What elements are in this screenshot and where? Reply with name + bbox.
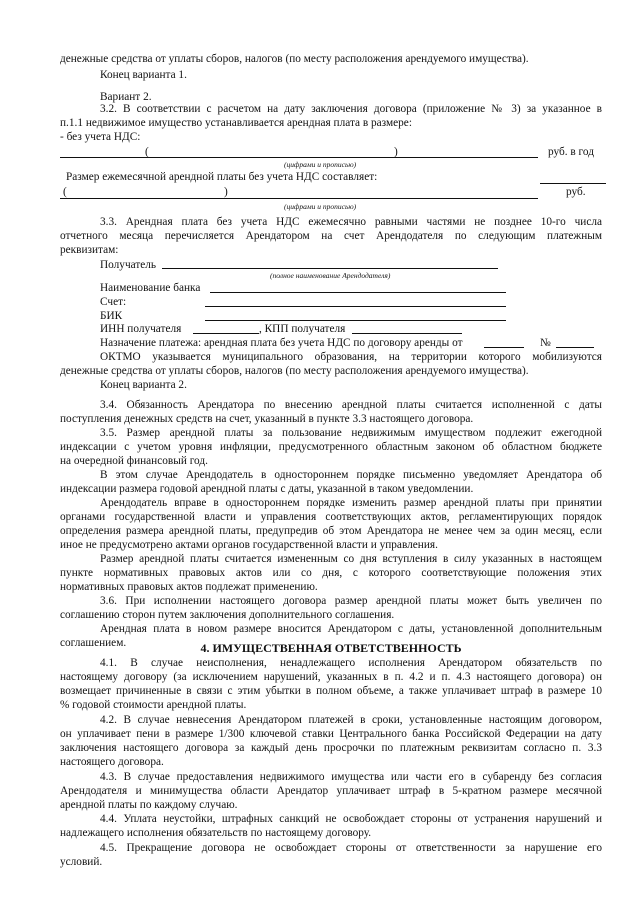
paren-close: ) <box>224 186 228 198</box>
text-line: 3.4. Обязанность Арендатора по внесению арендной платы считается исполненной с даты <box>100 399 602 411</box>
text-line: отчетного месяца перечисляется Арендатором на счет Арендодателя по следующим платежным <box>60 230 602 242</box>
text-line: реквизитам: <box>60 244 119 256</box>
text-line: заключения настоящего договора за каждый день просрочки по платежным реквизитам согласно п. 3.3 <box>60 742 602 754</box>
field-caption: (цифрами и прописью) <box>284 160 357 169</box>
field-label: Назначение платежа: арендная плата без учета НДС по договору аренды от <box>100 337 463 349</box>
blank-line <box>556 347 594 348</box>
text-line: - без учета НДС: <box>60 131 141 143</box>
text-line: 4.4. Уплата неустойки, штрафных санкций не освобождает стороны от устранения нарушений и <box>100 813 602 825</box>
field-label: № <box>540 337 551 349</box>
section-heading: 4. ИМУЩЕСТВЕННАЯ ОТВЕТСТВЕННОСТЬ <box>200 641 462 655</box>
text-line: органами государственной власти и управления соответствующих актов, регламентирующих порядок <box>60 511 602 523</box>
text-line: настоящего договора. <box>60 756 164 768</box>
text-line: 3.2. В соответствии с расчетом на дату заключения договора (приложение № 3) за указанное в <box>100 103 602 115</box>
text-line: нормативных правовых актов подлежат применению. <box>60 581 318 593</box>
field-label: Получатель <box>100 259 157 271</box>
text-line: % годовой стоимости арендной платы. <box>60 699 247 711</box>
text-line: Конец варианта 1. <box>100 69 187 81</box>
blank-line <box>162 268 498 269</box>
text-line: 4.5. Прекращение договора не освобождает стороны от ответственности за нарушение его <box>100 842 602 854</box>
blank-line <box>540 183 606 184</box>
text-line: ОКТМО указывается муниципального образования, на территории которого мобилизуются <box>100 351 602 363</box>
text-line: Арендодателя и минимущества области Арендатор уплачивает штраф в 5-кратном размере месячной <box>60 785 602 797</box>
text-line: Арендодатель вправе в одностороннем порядке изменить размер арендной платы при принятии <box>100 497 602 509</box>
text-line: 4.1. В случае неисполнения, ненадлежащего исполнения Арендатором обязательств по <box>100 657 602 669</box>
text-line: поступления денежных средств на счет, указанный в пункте 3.3 настоящего договора. <box>60 413 474 425</box>
text-line: денежные средства от уплаты сборов, налогов (по месту расположения арендуемого имущества). <box>60 53 529 65</box>
blank-line <box>205 320 506 321</box>
field-caption: (цифрами и прописью) <box>284 202 357 211</box>
text-line: Конец варианта 2. <box>100 379 187 391</box>
paren-close: ) <box>394 146 398 158</box>
text-line: возмещает причиненные в связи с этим убытки в полном объеме, а также уплачивает штраф в размере 10 <box>60 685 602 697</box>
text-line: условий. <box>60 856 103 868</box>
blank-line <box>205 306 506 307</box>
text-line: соглашению сторон путем заключения дополнительного соглашения. <box>60 609 395 621</box>
text-line: индексации с учетом уровня инфляции, предусмотренного областным законом об областном бюджете <box>60 441 602 453</box>
text-line: надлежащего исполнения обязательств по настоящему договору. <box>60 827 372 839</box>
blank-line <box>60 198 538 199</box>
text-line: индексации размера годовой арендной платы с даты, указанной в таком уведомлении. <box>60 483 474 495</box>
text-line: Размер ежемесячной арендной платы без учета НДС составляет: <box>66 171 378 183</box>
text-line: он уплачивает пени в размере 1/300 ключевой ставки Центрального банка Российской Федерации на дату <box>60 728 602 740</box>
blank-line <box>60 157 538 158</box>
paren-open: ( <box>145 146 149 158</box>
text-line: Вариант 2. <box>100 91 152 103</box>
text-line: 4.2. В случае невнесения Арендатором платежей в сроки, установленные настоящим договором, <box>100 714 602 726</box>
field-label: БИК <box>100 310 123 322</box>
unit-label: руб. <box>566 186 586 198</box>
field-caption: (полное наименование Арендодателя) <box>270 271 391 280</box>
text-line: 3.5. Размер арендной платы за пользование недвижимым имуществом подлежит ежегодной <box>100 427 602 439</box>
field-label: , КПП получателя <box>259 323 346 335</box>
text-line: определения размера арендной платы, предупредив об этом Арендатора не менее чем за один месяц, если <box>60 525 602 537</box>
blank-line <box>193 333 259 334</box>
text-line: пункте нормативных правовых актов или со дня, с которого соответствующие положения этих <box>60 567 602 579</box>
text-line: Арендная плата в новом размере вносится Арендатором с даты, установленной дополнительным <box>100 623 602 635</box>
text-line: денежные средства от уплаты сборов, налогов (по месту расположения арендуемого имущества). <box>60 365 529 377</box>
unit-label: руб. в год <box>548 146 594 158</box>
field-label: ИНН получателя <box>100 323 182 335</box>
text-line: 4.3. В случае предоставления недвижимого имущества или части его в субаренду без согласия <box>100 771 602 783</box>
text-line: на очередной финансовый год. <box>60 455 208 467</box>
field-label: Счет: <box>100 296 127 308</box>
paren-open: ( <box>63 186 67 198</box>
text-line: 3.6. При исполнении настоящего договора размер арендной платы может быть увеличен по <box>100 595 602 607</box>
text-line: настоящему договору (за исключением нарушений, указанных в п. 4.2 и п. 4.3 настоящего договора) он <box>60 671 602 683</box>
text-line: арендной платы по каждому случаю. <box>60 799 238 811</box>
text-line: п.1.1 недвижимое имущество устанавливается арендная плата в размере: <box>60 117 412 129</box>
text-line: иное не предусмотрено актами органов государственной власти и управления. <box>60 539 438 551</box>
text-line: Размер арендной платы считается измененным со дня вступления в силу указанных в настоящем <box>100 553 602 565</box>
blank-line <box>352 333 462 334</box>
blank-line <box>210 292 506 293</box>
text-line: В этом случае Арендодатель в одностороннем порядке письменно уведомляет Арендатора об <box>100 469 602 481</box>
text-line: соглашением. <box>60 637 127 649</box>
blank-line <box>484 347 524 348</box>
text-line: 3.3. Арендная плата без учета НДС ежемесячно равными частями не позднее 10-го числа <box>100 216 602 228</box>
field-label: Наименование банка <box>100 282 201 294</box>
